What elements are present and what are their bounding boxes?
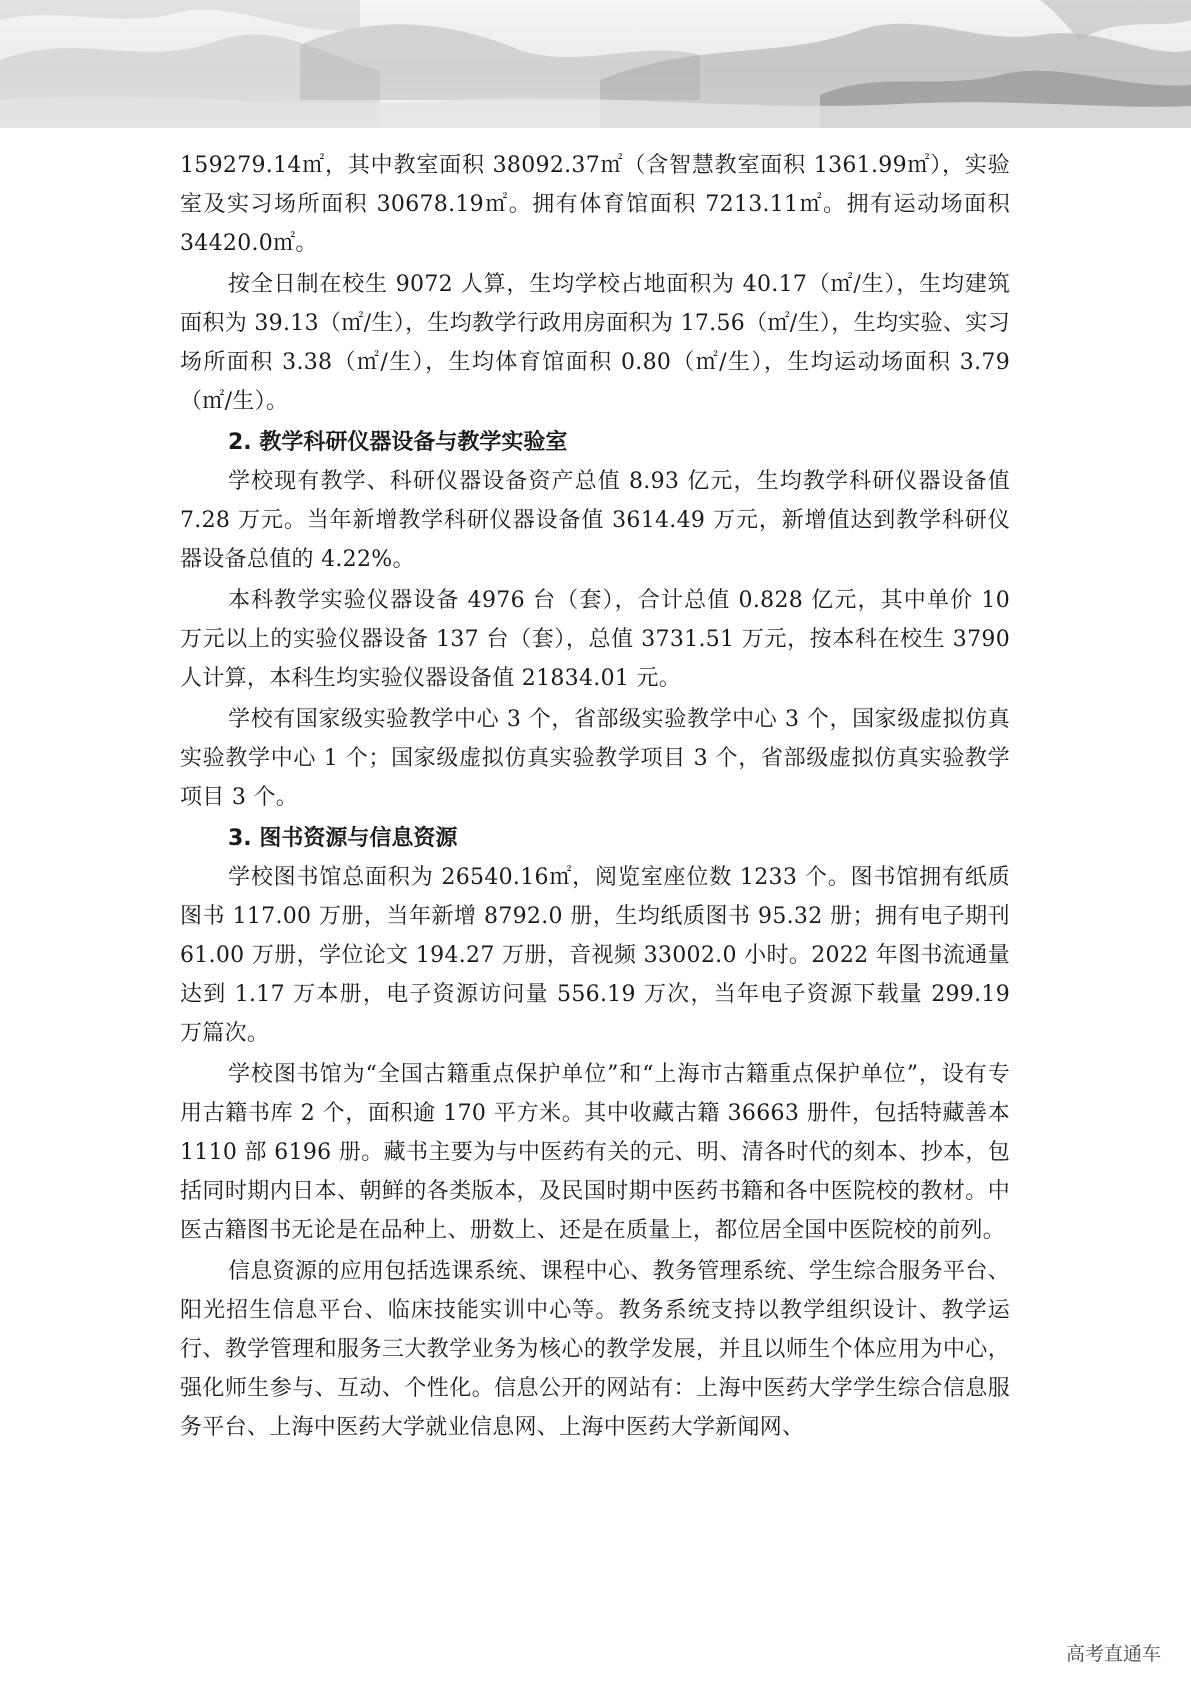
paragraph-library-stats: 学校图书馆总面积为 26540.16㎡，阅览室座位数 1233 个。图书馆拥有纸质图书 117.00 万册，当年新增 8792.0 册，生均纸质图书 95.32 册；拥有电子期刊 61.00 万册，学位论文 194.27 万册，音视频 33002.0 小时。2022 年图书流通量达到 1.17 万本册，电子资源访问量 556.19 万次，当年电子资源下载量 299.19 万篇次。 — [180, 865, 1010, 1046]
paragraph-campus-area: 159279.14㎡，其中教室面积 38092.37㎡（含智慧教室面积 1361.99㎡），实验室及实习场所面积 30678.19㎡。拥有体育馆面积 7213.11㎡。拥有运动场面积 34420.0㎡。 — [180, 153, 1010, 256]
document-body — [180, 146, 1010, 1449]
header-landscape-banner — [0, 0, 1191, 128]
paragraph-equipment-value: 学校现有教学、科研仪器设备资产总值 8.93 亿元，生均教学科研仪器设备值 7.28 万元。当年新增教学科研仪器设备值 3614.49 万元，新增值达到教学科研仪器设备总值的 4.22%。 — [180, 469, 1010, 572]
ink-mountain-illustration — [0, 0, 1191, 128]
section-heading-equipment: 2. 教学科研仪器设备与教学实验室 — [228, 430, 568, 455]
paragraph-per-student-area: 按全日制在校生 9072 人算，生均学校占地面积为 40.17（㎡/生），生均建筑面积为 39.13（㎡/生），生均教学行政用房面积为 17.56（㎡/生），生均实验、实习场所面积 3.38（㎡/生），生均体育馆面积 0.80（㎡/生），生均运动场面积 3.79（㎡/生）。 — [180, 272, 1010, 414]
paragraph-lab-centers: 学校有国家级实验教学中心 3 个，省部级实验教学中心 3 个，国家级虚拟仿真实验教学中心 1 个；国家级虚拟仿真实验教学项目 3 个，省部级虚拟仿真实验教学项目 3 个。 — [180, 707, 1010, 810]
paragraph-ancient-books: 学校图书馆为“全国古籍重点保护单位”和“上海市古籍重点保护单位”，设有专用古籍书库 2 个，面积逾 170 平方米。其中收藏古籍 36663 册件，包括特藏善本 1110 部 6196 册。藏书主要为与中医药有关的元、明、清各时代的刻本、抄本，包括同时期内日本、朝鲜的各类版本，及民国时期中医药书籍和各中医院校的教材。中医古籍图书无论是在品种上、册数上、还是在质量上，都位居全国中医院校的前列。 — [180, 1062, 1010, 1243]
paragraph-information-systems: 信息资源的应用包括选课系统、课程中心、教务管理系统、学生综合服务平台、阳光招生信息平台、临床技能实训中心等。教务系统支持以教学组织设计、教学运行、教学管理和服务三大教学业务为核心的教学发展，并且以师生个体应用为中心，强化师生参与、互动、个性化。信息公开的网站有：上海中医药大学学生综合信息服务平台、上海中医药大学就业信息网、上海中医药大学新闻网、 — [180, 1259, 1010, 1440]
paragraph-undergrad-equipment: 本科教学实验仪器设备 4976 台（套），合计总值 0.828 亿元，其中单价 10 万元以上的实验仪器设备 137 台（套），总值 3731.51 万元，按本科在校生 3790 人计算，本科生均实验仪器设备值 21834.01 元。 — [180, 588, 1010, 691]
section-heading-library: 3. 图书资源与信息资源 — [228, 826, 458, 851]
footer-watermark: 高考直通车 — [1065, 1643, 1161, 1665]
